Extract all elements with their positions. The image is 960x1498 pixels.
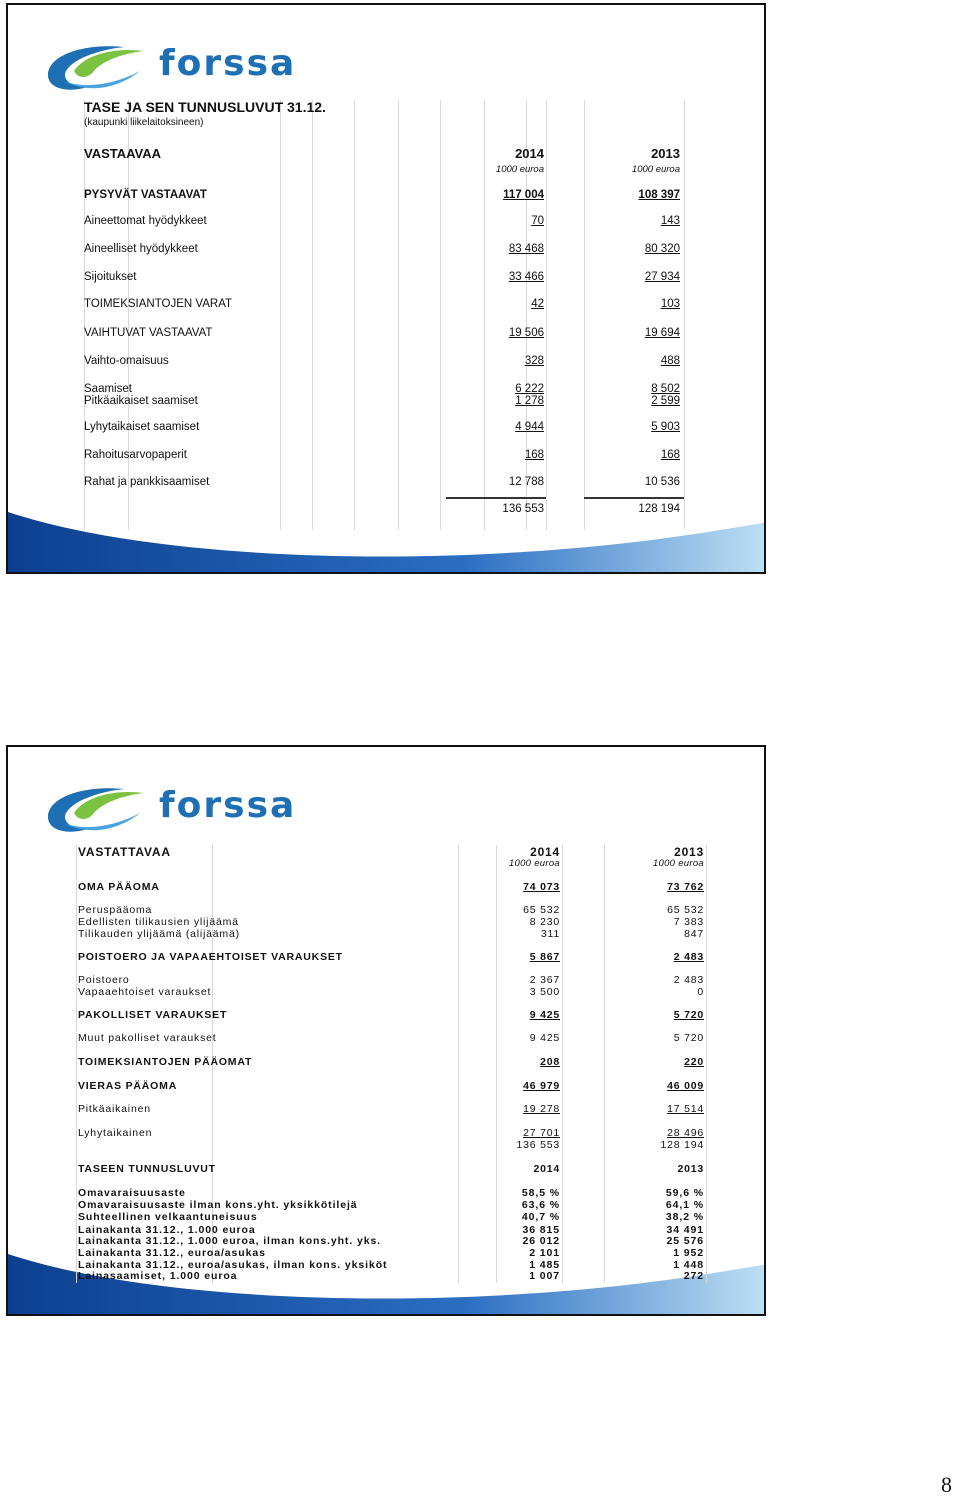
forssa-logo	[44, 783, 304, 837]
swoosh-icon	[44, 783, 154, 837]
sum-line	[584, 497, 684, 499]
logo-text: forssa	[159, 43, 297, 84]
logo-text: forssa	[159, 785, 297, 826]
table-grid	[80, 100, 680, 530]
swoosh-icon	[44, 41, 154, 95]
sum-line	[446, 497, 546, 499]
forssa-logo	[44, 41, 304, 95]
page-title: TASE JA SEN TUNNUSLUVUT 31.12.	[84, 99, 326, 115]
page-number: 8	[941, 1472, 952, 1497]
page-subtitle: (kaupunki liikelaitoksineen)	[84, 117, 204, 128]
